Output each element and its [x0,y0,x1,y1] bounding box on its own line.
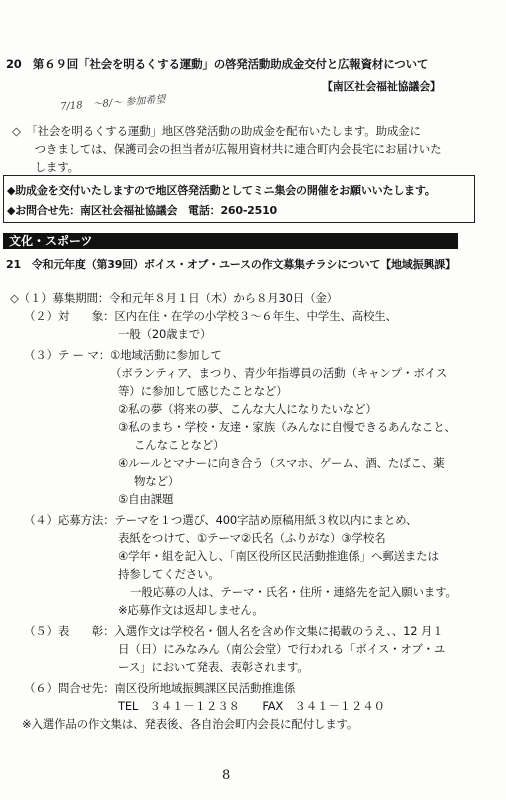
handwritten-note: 7/18 〜8/〜 参加希望 [59,94,166,113]
item-21-line: ④ルールとマナーに向き合う（スマホ、ゲーム、酒、たばこ、薬 [118,456,445,470]
item-20-body-line-1: ◇ 「社会を明るくする運動」地区啓発活動の助成金を配布いたします。助成金に [12,124,421,138]
item-21-line: ②私の夢（将来の夢、こんな大人になりたいなど） [118,402,377,416]
item-21-line: （６）問合せ先：南区役所地域振興課区民活動推進係 [24,681,296,695]
item-20-heading: 20 第６９回「社会を明るくする運動」の啓発活動助成金交付と広報資材について [6,57,429,71]
item-21-line: （３）テ ー マ：①地域活動に参加して [24,348,222,362]
item-21-line: ◇（１）募集期間：令和元年８月１日（木）から８月30日（金） [10,291,338,305]
item-21-heading: 21 令和元年度（第39回）ボイス・オブ・ユースの作文募集チラシについて【地域振興課】 [6,258,456,271]
item-21-line: ※応募作文は返却しません。 [118,603,264,617]
item-21-line: 表紙をつけて、①テーマ②氏名（ふりがな）③学校名 [118,531,386,545]
item-21-line: 持参してください。 [118,567,220,581]
item-20-org: 【南区社会福祉協議会】 [322,80,441,93]
item-21-line: TEL ３４１－１２３８ FAX ３４１－１２４０ [118,699,385,713]
item-21-line: 物など） [134,474,180,488]
item-21-line: （２）対 象：区内在住・在学の小学校３～６年生、中学生、高校生、 [24,309,397,323]
item-21-line: ③私のまち・学校・友達・家族（みんなに自慢できるあんなこと、 [118,420,456,434]
item-21-line: （４）応募方法：テーマを１つ選び、400字詰め原稿用紙３枚以内にまとめ、 [24,513,418,527]
page-number: 8 [222,768,231,783]
item-21-line: ④学年・組を記入し、「南区役所区民活動推進係」へ郵送または [118,549,439,563]
item-21-line: （ボランティア、まつり、青少年指導員の活動（キャンプ・ボイス [110,366,448,380]
item-21-line: ース」において発表、表彰されます。 [118,660,309,674]
item-21-line: （５）表 彰：入選作文は学校名・個人名を含め作文集に掲載のうえ、、12 月１ [24,624,444,638]
notice-line-2: ◆お問合せ先：南区社会福祉協議会 電話：260-2510 [7,204,278,217]
item-20-body-line-3: します。 [12,160,79,174]
item-21-line: ※入選作品の作文集は、発表後、各自治会町内会長に配付します。 [22,717,359,731]
item-21-line: 日（日）にみなみん（南公会堂）で行われる「ボイス・オブ・ユ [118,642,446,656]
section-band: 文化・スポーツ [3,233,458,249]
item-20-body-line-2: つきましては、保護司会の担当者が広報用資材共に連合町内会長宅にお届けいた [12,142,442,156]
item-21-line: こんなことなど） [134,438,225,452]
item-21-line: 等）に参加して感じたことなど） [118,384,288,398]
item-21-line: ⑤自由課題 [118,492,174,506]
notice-line-1: ◆助成金を交付いたしますので地区啓発活動としてミニ集会の開催をお願いいたします。 [7,184,436,197]
item-21-line: 一般（20歳まで） [118,327,212,341]
item-21-line: 一般応募の人は、テーマ・氏名・住所・連絡先を記入願います。 [130,585,457,599]
